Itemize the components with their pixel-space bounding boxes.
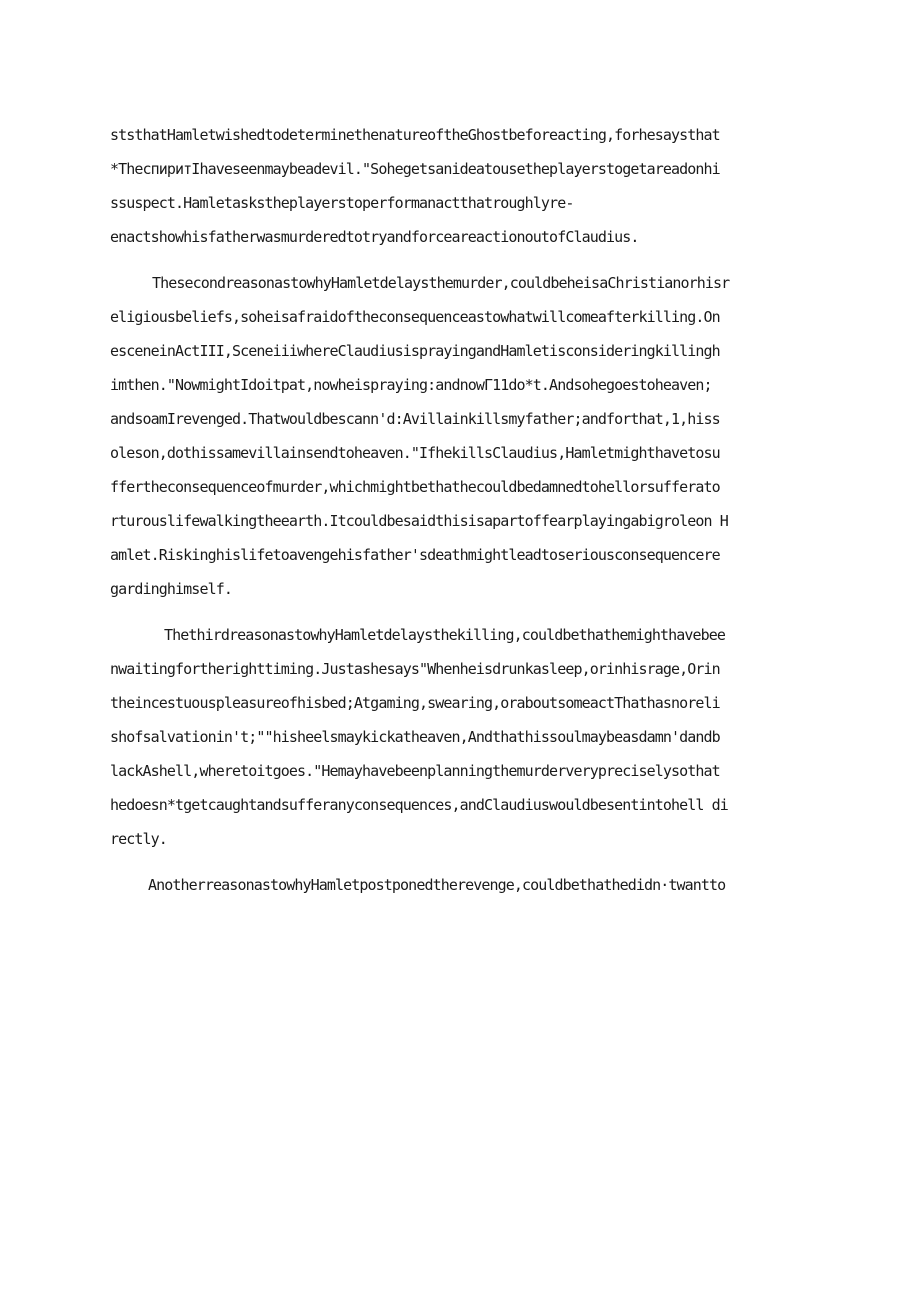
text-line: oleson,dothissamevillainsendtoheaven."IfhekillsClaudius,Hamletmighthavetosu [110,444,720,462]
text-line: ThethirdreasonastowhyHamletdelaysthekilling,couldbethathemighthavebee [164,626,726,644]
text-line: enactshowhisfatherwasmurderedtotryandforceareactionoutofClaudius. [110,228,639,246]
text-line: rturouslifewalkingtheearth.Itcouldbesaidthisisapartoffearplayingabigroleon H [110,512,728,530]
text-line: ststhatHamletwishedtodeterminethenatureoftheGhostbeforeacting,forhesaysthat [110,126,720,144]
text-line: AnotherreasonastowhyHamletpostponedtherevenge,couldbethathedidn·twantto [148,876,726,894]
paragraph [110,868,810,902]
text-line: esceneinActIII,SceneiiiwhereClaudiusisprayingandHamletisconsideringkillingh [110,342,720,360]
text-line: andsoamIrevenged.Thatwouldbescann'd:Avillainkillsmyfather;andforthat,1,hiss [110,410,720,428]
essay-text [110,118,810,902]
paragraph [110,266,810,606]
text-line: ssuspect.Hamletaskstheplayerstoperformanactthatroughlyre- [110,194,574,212]
text-line: shofsalvationin't;""hisheelsmaykickatheaven,Andthathissoulmaybeasdamn'dandb [110,728,720,746]
text-line: imthen."NowmightIdoitpat,nowheispraying:andnowΓ11do*t.Andsohegoestoheaven; [110,376,712,394]
text-line: lackAshell,wheretoitgoes."Hemayhavebeenplanningthemurderverypreciselysothat [110,762,720,780]
paragraph [110,118,810,254]
text-line: ThesecondreasonastowhyHamletdelaysthemurder,couldbeheisaChristianorhisr [152,274,730,292]
text-line: gardinghimself. [110,580,232,598]
paragraph [110,618,810,856]
text-line: amlet.Riskinghislifetoavengehisfather'sdeathmightleadtoseriousconsequencere [110,546,720,564]
text-line: rectly. [110,830,167,848]
text-line: *TheспиритIhaveseenmaybeadevil."Sohegetsanideatousetheplayerstogetareadonhi [110,160,720,178]
text-line: hedoesn*tgetcaughtandsufferanyconsequences,andClaudiuswouldbesentintohell di [110,796,728,814]
text-line: nwaitingfortherighttiming.Justashesays"Whenheisdrunkasleep,orinhisrage,Orin [110,660,720,678]
text-line: theincestuouspleasureofhisbed;Atgaming,swearing,oraboutsomeactThathasnoreli [110,694,720,712]
text-line: eligiousbeliefs,soheisafraidoftheconsequenceastowhatwillcomeafterkilling.On [110,308,720,326]
text-line: ffertheconsequenceofmurder,whichmightbethathecouldbedamnedtohellorsufferato [110,478,720,496]
